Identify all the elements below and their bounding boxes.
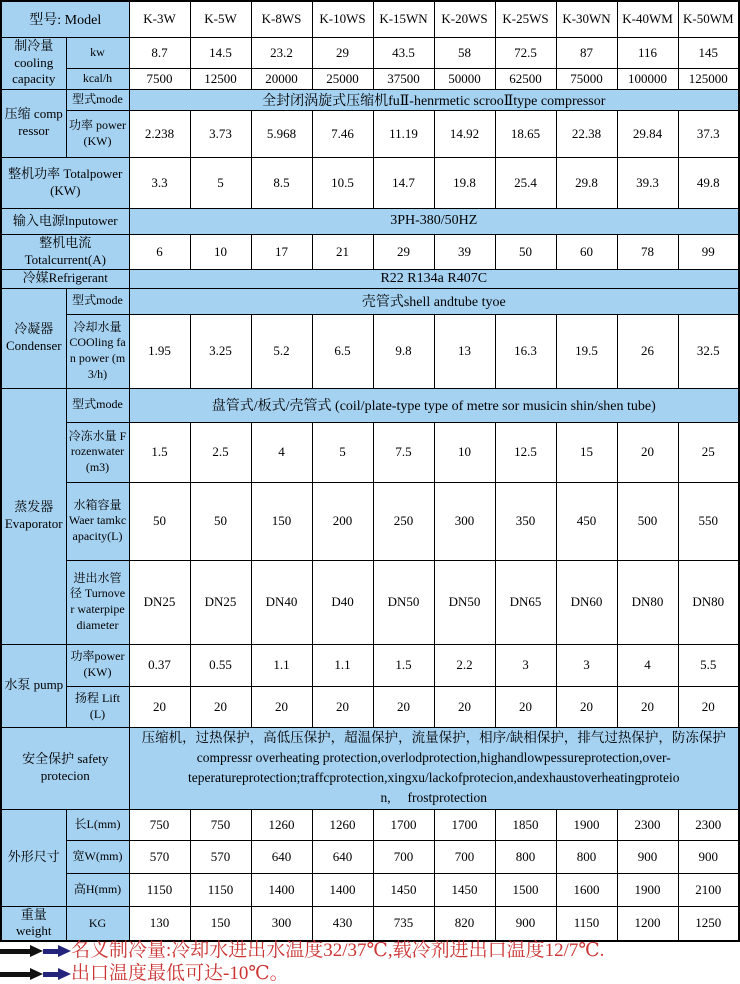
value-cell: 7.46 [312, 110, 373, 157]
value-cell: 7500 [129, 68, 190, 89]
value-cell: 25.4 [495, 157, 556, 208]
value-cell: 130 [129, 906, 190, 941]
value-cell: DN80 [617, 560, 678, 644]
value-cell: 5 [312, 422, 373, 482]
value-cell: 1400 [312, 873, 373, 906]
value-cell: 20 [190, 686, 251, 727]
value-cell: 1150 [190, 873, 251, 906]
value-cell: 800 [556, 840, 617, 873]
value-cell: 5.2 [251, 314, 312, 388]
value-cell: 8.5 [251, 157, 312, 208]
refrigerant-value: R22 R134a R407C [129, 269, 739, 288]
total-current-row [1, 234, 739, 269]
pipe-diameter-row [1, 560, 739, 644]
value-cell: 1150 [556, 906, 617, 941]
compressor-power-row [1, 110, 739, 157]
value-cell: DN25 [129, 560, 190, 644]
value-cell: DN50 [373, 560, 434, 644]
value-cell: 3 [495, 644, 556, 686]
width-label: 宽W(mm) [66, 840, 129, 873]
value-cell: 25000 [312, 68, 373, 89]
value-cell: 1.1 [312, 644, 373, 686]
value-cell: 125000 [678, 68, 739, 89]
value-cell: 20 [129, 686, 190, 727]
value-cell: 20 [251, 686, 312, 727]
value-cell: 20 [312, 686, 373, 727]
value-cell: 1450 [434, 873, 495, 906]
value-cell: 2300 [617, 809, 678, 840]
value-cell: 25 [678, 422, 739, 482]
value-cell: 1900 [617, 873, 678, 906]
value-cell: 29 [312, 37, 373, 68]
value-cell: 2.5 [190, 422, 251, 482]
footnotes [0, 942, 740, 983]
value-cell: 1260 [312, 809, 373, 840]
value-cell: 570 [190, 840, 251, 873]
model-header-label: 型号: Model [1, 1, 129, 37]
value-cell: 0.55 [190, 644, 251, 686]
value-cell: 300 [251, 906, 312, 941]
weight-unit-label: KG [66, 906, 129, 941]
value-cell: 49.8 [678, 157, 739, 208]
safety-row [1, 727, 739, 809]
value-cell: 150 [190, 906, 251, 941]
value-cell: 100000 [617, 68, 678, 89]
value-cell: 29.8 [556, 157, 617, 208]
compressor-mode-row [1, 89, 739, 110]
model-header-row [1, 1, 739, 37]
condenser-mode-row [1, 288, 739, 314]
value-cell: 800 [495, 840, 556, 873]
length-row [1, 809, 739, 840]
model-cell: K-10WS [312, 1, 373, 37]
total-current-label: 整机电流 Totalcurrent(A) [1, 234, 129, 269]
footnote-line-1 [0, 941, 740, 961]
value-cell: 2.2 [434, 644, 495, 686]
value-cell: 29 [373, 234, 434, 269]
value-cell: 900 [617, 840, 678, 873]
tank-capacity-label: 水箱容量 Waer tamkcapacity(L) [66, 482, 129, 560]
value-cell: 7.5 [373, 422, 434, 482]
value-cell: 20 [617, 686, 678, 727]
value-cell: 900 [678, 840, 739, 873]
value-cell: 1900 [556, 809, 617, 840]
value-cell: 750 [129, 809, 190, 840]
pump-power-row [1, 644, 739, 686]
safety-section-label: 安全保护 safety protecion [1, 727, 129, 809]
value-cell: 5.968 [251, 110, 312, 157]
value-cell: 19.5 [556, 314, 617, 388]
model-cell: K-50WM [678, 1, 739, 37]
value-cell: 23.2 [251, 37, 312, 68]
value-cell: 39 [434, 234, 495, 269]
frozen-water-row [1, 422, 739, 482]
input-power-row [1, 208, 739, 234]
value-cell: 150 [251, 482, 312, 560]
value-cell: 26 [617, 314, 678, 388]
value-cell: DN25 [190, 560, 251, 644]
value-cell: 550 [678, 482, 739, 560]
value-cell: 72.5 [495, 37, 556, 68]
value-cell: 29.84 [617, 110, 678, 157]
model-cell: K-5W [190, 1, 251, 37]
value-cell: 10.5 [312, 157, 373, 208]
weight-section-label: 重量 weight [1, 906, 66, 941]
evaporator-mode-value: 盘管式/板式/壳管式 (coil/plate-type type of metre sor musicin shin/shen tube) [129, 388, 739, 422]
compressor-power-label: 功率 power (KW) [66, 110, 129, 157]
value-cell: 99 [678, 234, 739, 269]
value-cell: 6.5 [312, 314, 373, 388]
width-row [1, 840, 739, 873]
cooling-kcal-row [1, 68, 739, 89]
model-cell: K-3W [129, 1, 190, 37]
value-cell: 20000 [251, 68, 312, 89]
value-cell: 11.19 [373, 110, 434, 157]
dimensions-section-label: 外形尺寸 [1, 809, 66, 906]
value-cell: 3 [556, 644, 617, 686]
pump-power-label: 功率power (KW) [66, 644, 129, 686]
value-cell: 5.5 [678, 644, 739, 686]
height-label: 高H(mm) [66, 873, 129, 906]
value-cell: 1.95 [129, 314, 190, 388]
evaporator-mode-label: 型式mode [66, 388, 129, 422]
cooling-kw-row [1, 37, 739, 68]
condenser-mode-value: 壳管式shell andtube tyoe [129, 288, 739, 314]
total-power-label: 整机功率 Totalpower (KW) [1, 157, 129, 208]
value-cell: 50 [495, 234, 556, 269]
pump-lift-row [1, 686, 739, 727]
value-cell: 250 [373, 482, 434, 560]
footnote-text: 名义制冷量:冷却水进出水温度32/37℃,载冷剂进出口温度12/7℃. [71, 940, 605, 962]
value-cell: 13 [434, 314, 495, 388]
value-cell: 20 [678, 686, 739, 727]
value-cell: 500 [617, 482, 678, 560]
value-cell: 200 [312, 482, 373, 560]
weight-row [1, 906, 739, 941]
model-cell: K-20WS [434, 1, 495, 37]
evaporator-section-label: 蒸发器 Evaporator [1, 388, 66, 644]
condenser-water-row [1, 314, 739, 388]
value-cell: 17 [251, 234, 312, 269]
value-cell: 10 [434, 422, 495, 482]
value-cell: 37500 [373, 68, 434, 89]
value-cell: 14.92 [434, 110, 495, 157]
value-cell: 14.5 [190, 37, 251, 68]
value-cell: 700 [434, 840, 495, 873]
value-cell: D40 [312, 560, 373, 644]
tank-capacity-row [1, 482, 739, 560]
right-arrow-icon [0, 945, 43, 957]
compressor-mode-value: 全封闭涡旋式压缩机fuⅡ-henrmetic scrooⅡtype compressor [129, 89, 739, 110]
value-cell: 50000 [434, 68, 495, 89]
value-cell: 39.3 [617, 157, 678, 208]
refrigerant-row [1, 269, 739, 288]
footnote-line-2 [0, 964, 740, 984]
value-cell: 14.7 [373, 157, 434, 208]
value-cell: 1.1 [251, 644, 312, 686]
input-power-value: 3PH-380/50HZ [129, 208, 739, 234]
value-cell: 9.8 [373, 314, 434, 388]
value-cell: 1450 [373, 873, 434, 906]
value-cell: 450 [556, 482, 617, 560]
value-cell: 32.5 [678, 314, 739, 388]
value-cell: 8.7 [129, 37, 190, 68]
kcal-label: kcal/h [66, 68, 129, 89]
value-cell: 87 [556, 37, 617, 68]
value-cell: 15 [556, 422, 617, 482]
model-cell: K-25WS [495, 1, 556, 37]
value-cell: 12500 [190, 68, 251, 89]
right-arrow-icon [43, 968, 71, 980]
value-cell: 50 [190, 482, 251, 560]
value-cell: DN60 [556, 560, 617, 644]
right-arrow-icon [43, 945, 71, 957]
value-cell: 62500 [495, 68, 556, 89]
value-cell: 43.5 [373, 37, 434, 68]
value-cell: 145 [678, 37, 739, 68]
value-cell: 2100 [678, 873, 739, 906]
value-cell: 640 [312, 840, 373, 873]
model-cell: K-30WN [556, 1, 617, 37]
value-cell: 18.65 [495, 110, 556, 157]
value-cell: 3.73 [190, 110, 251, 157]
value-cell: DN80 [678, 560, 739, 644]
value-cell: 1400 [251, 873, 312, 906]
compressor-section-label: 压缩 comp ressor [1, 89, 66, 157]
value-cell: 20 [434, 686, 495, 727]
value-cell: 60 [556, 234, 617, 269]
value-cell: 350 [495, 482, 556, 560]
value-cell: 116 [617, 37, 678, 68]
value-cell: 6 [129, 234, 190, 269]
value-cell: 5 [190, 157, 251, 208]
value-cell: DN40 [251, 560, 312, 644]
value-cell: 12.5 [495, 422, 556, 482]
value-cell: 50 [129, 482, 190, 560]
value-cell: 20 [556, 686, 617, 727]
value-cell: 820 [434, 906, 495, 941]
value-cell: 430 [312, 906, 373, 941]
value-cell: 19.8 [434, 157, 495, 208]
length-label: 长L(mm) [66, 809, 129, 840]
value-cell: 37.3 [678, 110, 739, 157]
value-cell: 1.5 [373, 644, 434, 686]
value-cell: DN65 [495, 560, 556, 644]
pump-section-label: 水泵 pump [1, 644, 66, 727]
value-cell: 1600 [556, 873, 617, 906]
value-cell: 21 [312, 234, 373, 269]
value-cell: 0.37 [129, 644, 190, 686]
condenser-mode-label: 型式mode [66, 288, 129, 314]
value-cell: 700 [373, 840, 434, 873]
value-cell: 1500 [495, 873, 556, 906]
value-cell: 750 [190, 809, 251, 840]
value-cell: 75000 [556, 68, 617, 89]
pump-lift-label: 扬程 Lift(L) [66, 686, 129, 727]
value-cell: 1.5 [129, 422, 190, 482]
value-cell: 4 [617, 644, 678, 686]
height-row [1, 873, 739, 906]
value-cell: 1850 [495, 809, 556, 840]
value-cell: 900 [495, 906, 556, 941]
value-cell: 570 [129, 840, 190, 873]
condenser-water-label: 冷却水量 COOling fan power (m3/h) [66, 314, 129, 388]
value-cell: 1260 [251, 809, 312, 840]
input-power-label: 输入电源lnputower [1, 208, 129, 234]
condenser-section-label: 冷凝器 Condenser [1, 288, 66, 388]
frozen-water-label: 冷冻水量 Frozenwater (m3) [66, 422, 129, 482]
value-cell: 735 [373, 906, 434, 941]
footnote-text: 出口温度最低可达-10℃。 [71, 963, 289, 984]
value-cell: 20 [495, 686, 556, 727]
value-cell: 20 [373, 686, 434, 727]
value-cell: 4 [251, 422, 312, 482]
value-cell: 1700 [434, 809, 495, 840]
value-cell: 22.38 [556, 110, 617, 157]
value-cell: 1250 [678, 906, 739, 941]
value-cell: 3.3 [129, 157, 190, 208]
value-cell: 16.3 [495, 314, 556, 388]
value-cell: 300 [434, 482, 495, 560]
value-cell: 10 [190, 234, 251, 269]
model-cell: K-15WN [373, 1, 434, 37]
value-cell: 78 [617, 234, 678, 269]
value-cell: 1150 [129, 873, 190, 906]
value-cell: 58 [434, 37, 495, 68]
model-cell: K-40WM [617, 1, 678, 37]
kw-label: kw [66, 37, 129, 68]
evaporator-mode-row [1, 388, 739, 422]
total-power-row [1, 157, 739, 208]
compressor-mode-label: 型式mode [66, 89, 129, 110]
value-cell: DN50 [434, 560, 495, 644]
right-arrow-icon [0, 968, 43, 980]
value-cell: 2.238 [129, 110, 190, 157]
value-cell: 3.25 [190, 314, 251, 388]
cooling-section-label: 制冷量 cooling capacity [1, 37, 66, 89]
value-cell: 1700 [373, 809, 434, 840]
value-cell: 2300 [678, 809, 739, 840]
value-cell: 1200 [617, 906, 678, 941]
safety-value: 压缩机，过热保护，高低压保护，超温保护，流量保护，相序/缺相保护，排气过热保护，防冻保护 compressr overheating protection,overlodprotection,highandlowpessureprotection,over- teperatureprotection;traffcprotection,xingxu/lackofprotecion,andexhaustoverheatingproteio n, frostprotection [129, 727, 739, 809]
refrigerant-label: 冷媒Refrigerant [1, 269, 129, 288]
value-cell: 640 [251, 840, 312, 873]
pipe-diameter-label: 进出水管径 Turnover waterpipe diameter [66, 560, 129, 644]
value-cell: 20 [617, 422, 678, 482]
model-cell: K-8WS [251, 1, 312, 37]
